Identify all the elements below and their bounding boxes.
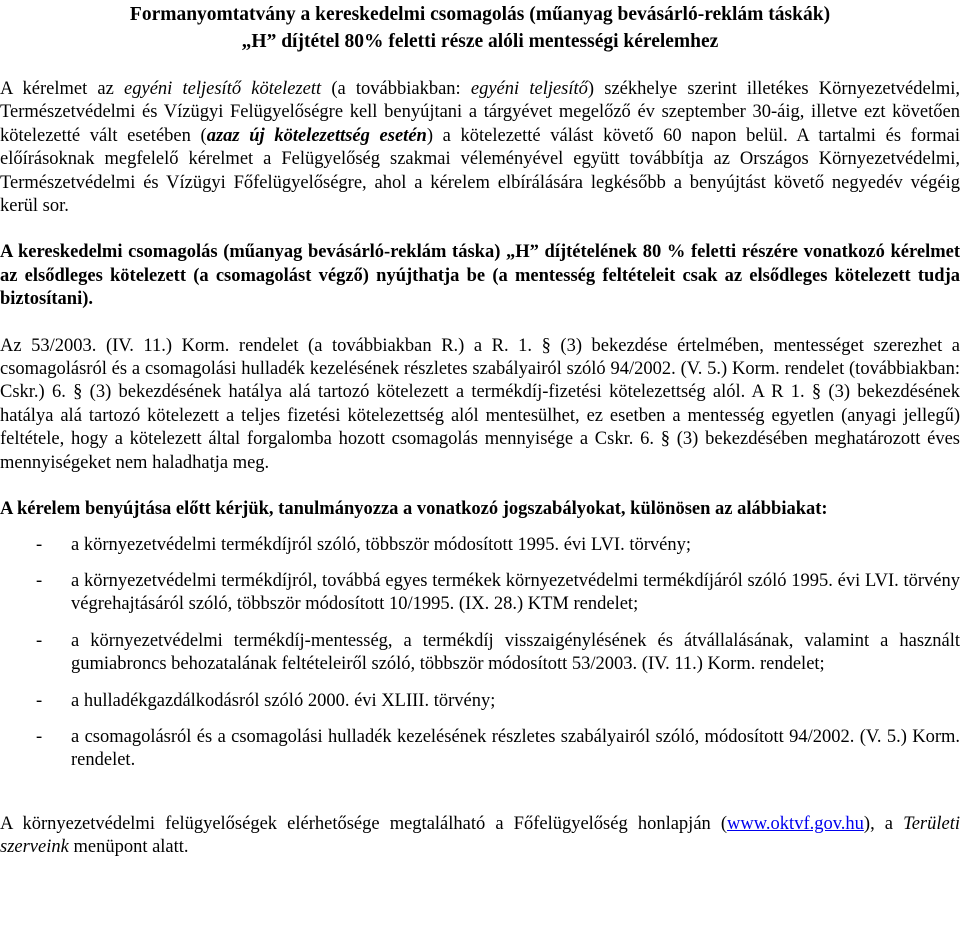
list-dash: - xyxy=(36,690,43,711)
intro-text-3: ) székhelye szerint illetékes Környezetvédelmi, Természetvédelmi és Vízügyi Felügyelőségre kell benyújtani a tárgyévet megelőző év szeptember 30-áig, illetve ezt követően kötelezetté vált esetében ( xyxy=(0,79,960,146)
study-heading: A kérelem benyújtása előtt kérjük, tanulmányozza a vonatkozó jogszabályokat, különösen az alábbiakat: xyxy=(0,499,828,520)
list-item xyxy=(0,534,960,557)
footer-text-1: A környezetvédelmi felügyelőségek elérhetősége megtalálható a Főfelügyelőség honlapján ( xyxy=(0,813,728,834)
intro-italic-2: egyéni teljesítő xyxy=(470,79,588,99)
list-item-text: a környezetvédelmi termékdíjról, továbbá egyes termékek környezetvédelmi termékdíjáról szóló 1995. évi LVI. törvény végrehajtásáról szóló, többször módosított 10/1995. (IX. 28.) KTM rendelet; xyxy=(71,570,960,615)
website-link[interactable]: www.oktvf.gov.hu xyxy=(727,813,864,834)
list-item xyxy=(0,690,960,713)
list-item-text: a hulladékgazdálkodásról szóló 2000. évi XLIII. törvény; xyxy=(71,690,496,711)
list-item-text: a környezetvédelmi termékdíjról szóló, többször módosított 1995. évi LVI. törvény; xyxy=(71,534,691,555)
intro-paragraph xyxy=(0,78,960,218)
title-line-1: Formanyomtatvány a kereskedelmi csomagolás (műanyag bevásárló-reklám táskák) xyxy=(129,4,831,25)
references-list xyxy=(0,534,960,773)
list-item-text: a környezetvédelmi termékdíj-mentesség, a termékdíj visszaigénylésének és átvállalásának, valamint a használt gumiabroncs behozatalának feltételeiről szóló, többször módosított 53/2003. (IV. 11.) Korm. rendelet; xyxy=(71,630,960,675)
list-dash: - xyxy=(36,726,43,747)
footer-text-2: ), a xyxy=(863,813,904,834)
list-item xyxy=(0,570,960,617)
list-dash: - xyxy=(36,570,43,591)
list-item xyxy=(0,630,960,677)
document-title xyxy=(0,1,960,55)
intro-italic-1: egyéni teljesítő kötelezett xyxy=(124,79,322,99)
list-item xyxy=(0,726,960,773)
footer-paragraph xyxy=(0,813,960,860)
bold-notice-paragraph: A kereskedelmi csomagolás (műanyag bevásárló-reklám táska) „H” díjtételének 80 % feletti részére vonatkozó kérelmet az elsődleges kötelezett (a csomagolást végző) nyújthatja be (a mentesség feltételeit csak az elsődleges kötelezett tudja biztosítani). xyxy=(0,242,960,310)
title-line-2: „H” díjtétel 80% feletti része alóli mentességi kérelemhez xyxy=(241,31,719,52)
legal-paragraph: Az 53/2003. (IV. 11.) Korm. rendelet (a továbbiakban R.) a R. 1. § (3) bekezdése értelmében, mentességet szerezhet a csomagolásról és a csomagolási hulladék kezelésének részletes szabályairól szóló 94/2002. (V. 5.) Korm. rendelet (továbbiakban: Cskr.) 6. § (3) bekezdésének hatálya alá tartozó kötelezett a termékdíj-fizetési kötelezettség alól. A R 1. § (3) bekezdésének hatálya alá tartozó kötelezett a teljes fizetési kötelezettség alól mentesülhet, ez esetben a mentesség egyetlen (anyagi jellegű) feltétele, hogy a kötelezett által forgalomba hozott csomagolás mennyisége a Cskr. 6. § (3) bekezdésében meghatározott éves mennyiségeket nem haladhatja meg. xyxy=(0,335,960,473)
intro-text-1: A kérelmet az xyxy=(0,79,125,99)
list-item-text: a csomagolásról és a csomagolási hulladék kezelésének részletes szabályairól szóló, módosított 94/2002. (V. 5.) Korm. rendelet. xyxy=(71,726,960,771)
list-dash: - xyxy=(36,534,43,555)
intro-text-4: ) a kötelezetté válást követő 60 napon belül. A tartalmi és formai előírásoknak megfelelő kérelmet a Felügyelőség szakmai véleményével együtt továbbítja az Országos Környezetvédelmi, Természetvédelmi és Vízügyi Főfelügyelőségre, ahol a kérelem elbírálására legkésőbb a benyújtást követő negyedév végéig kerül sor. xyxy=(0,125,960,217)
footer-italic: Területi szerveink xyxy=(0,813,960,858)
intro-text-2: (a továbbiakban: xyxy=(321,79,471,99)
intro-bold-italic: azaz új kötelezettség esetén xyxy=(206,125,427,146)
footer-text-3: menüpont alatt. xyxy=(68,837,189,858)
list-dash: - xyxy=(36,630,43,651)
